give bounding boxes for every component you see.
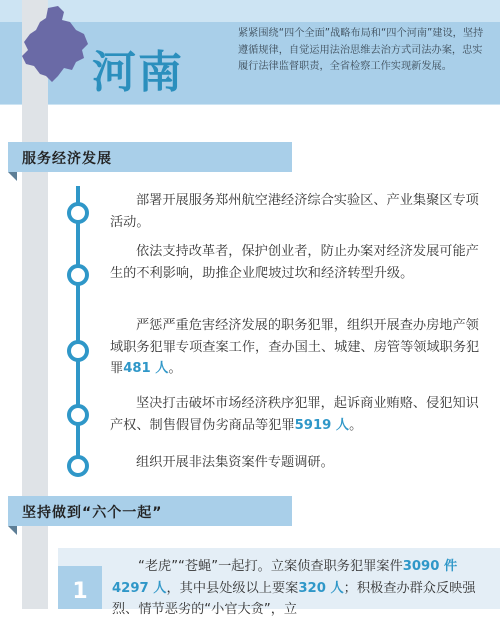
- card-text: [112, 556, 490, 621]
- list-item: [110, 315, 488, 380]
- section-header-economy: [8, 142, 292, 172]
- timeline-node: [67, 202, 89, 224]
- item-highlight-figure: 5919 人: [294, 417, 350, 433]
- item-text: 部署开展服务郑州航空港经济综合实验区、产业集聚区专项活动。: [110, 193, 479, 230]
- item-text: 严惩严重危害经济发展的职务犯罪，组织开展查办房地产领域职务犯罪专项查案工作，查办国土、城建、房管等领域职务犯罪: [110, 318, 480, 376]
- list-item: [110, 393, 488, 436]
- card-number-badge: 1: [58, 566, 102, 609]
- section-header-six-together: [8, 496, 292, 526]
- ribbon-fold: [8, 172, 17, 181]
- section-title: 坚持做到“六个一起”: [22, 505, 163, 521]
- item-text-end: 。: [349, 417, 363, 433]
- item-text: 组织开展非法集资案件专题调研。: [136, 455, 334, 470]
- item-text: 坚决打击破坏市场经济秩序犯罪，起诉商业贿赂、侵犯知识产权、制售假冒伪劣商品等犯罪: [110, 396, 479, 433]
- timeline-node: [67, 340, 89, 362]
- province-title: 河南: [92, 47, 184, 98]
- item-text: 依法支持改革者，保护创业者，防止办案对经济发展可能产生的不利影响，助推企业爬坡过坎和经济转型升级。: [110, 244, 479, 281]
- card-text-part: “老虎”“苍蝇”一起打。立案侦查职务犯罪案件: [138, 559, 403, 574]
- item-highlight-figure: 481 人: [123, 361, 169, 376]
- header-intro-text: 紧紧围绕“四个全面”战略布局和“四个河南”建设，坚持遵循规律，自觉运用法治思维去治方式司法办案，忠实履行法律监督职责，全省检察工作实现新发展。: [238, 28, 484, 72]
- timeline-node: [67, 264, 89, 286]
- timeline-line: [76, 186, 80, 476]
- list-item: [110, 190, 488, 233]
- timeline-node: [67, 404, 89, 426]
- henan-map-icon: [18, 4, 90, 84]
- timeline-node: [67, 455, 89, 477]
- card-text-part: ；积极查办群众反映强烈、情节恶劣的“小官大贪”，立: [112, 580, 476, 617]
- card-text-part: ，其中县处级以上要案: [166, 580, 299, 596]
- card-highlight-figure: 320 人: [298, 580, 344, 596]
- list-item: [110, 452, 488, 474]
- ribbon-fold: [8, 526, 17, 535]
- list-item: [110, 241, 488, 284]
- card-highlight-figure: 3090 件 4297 人: [112, 559, 458, 596]
- item-text-end: 。: [168, 361, 182, 376]
- section-title: 服务经济发展: [22, 151, 112, 167]
